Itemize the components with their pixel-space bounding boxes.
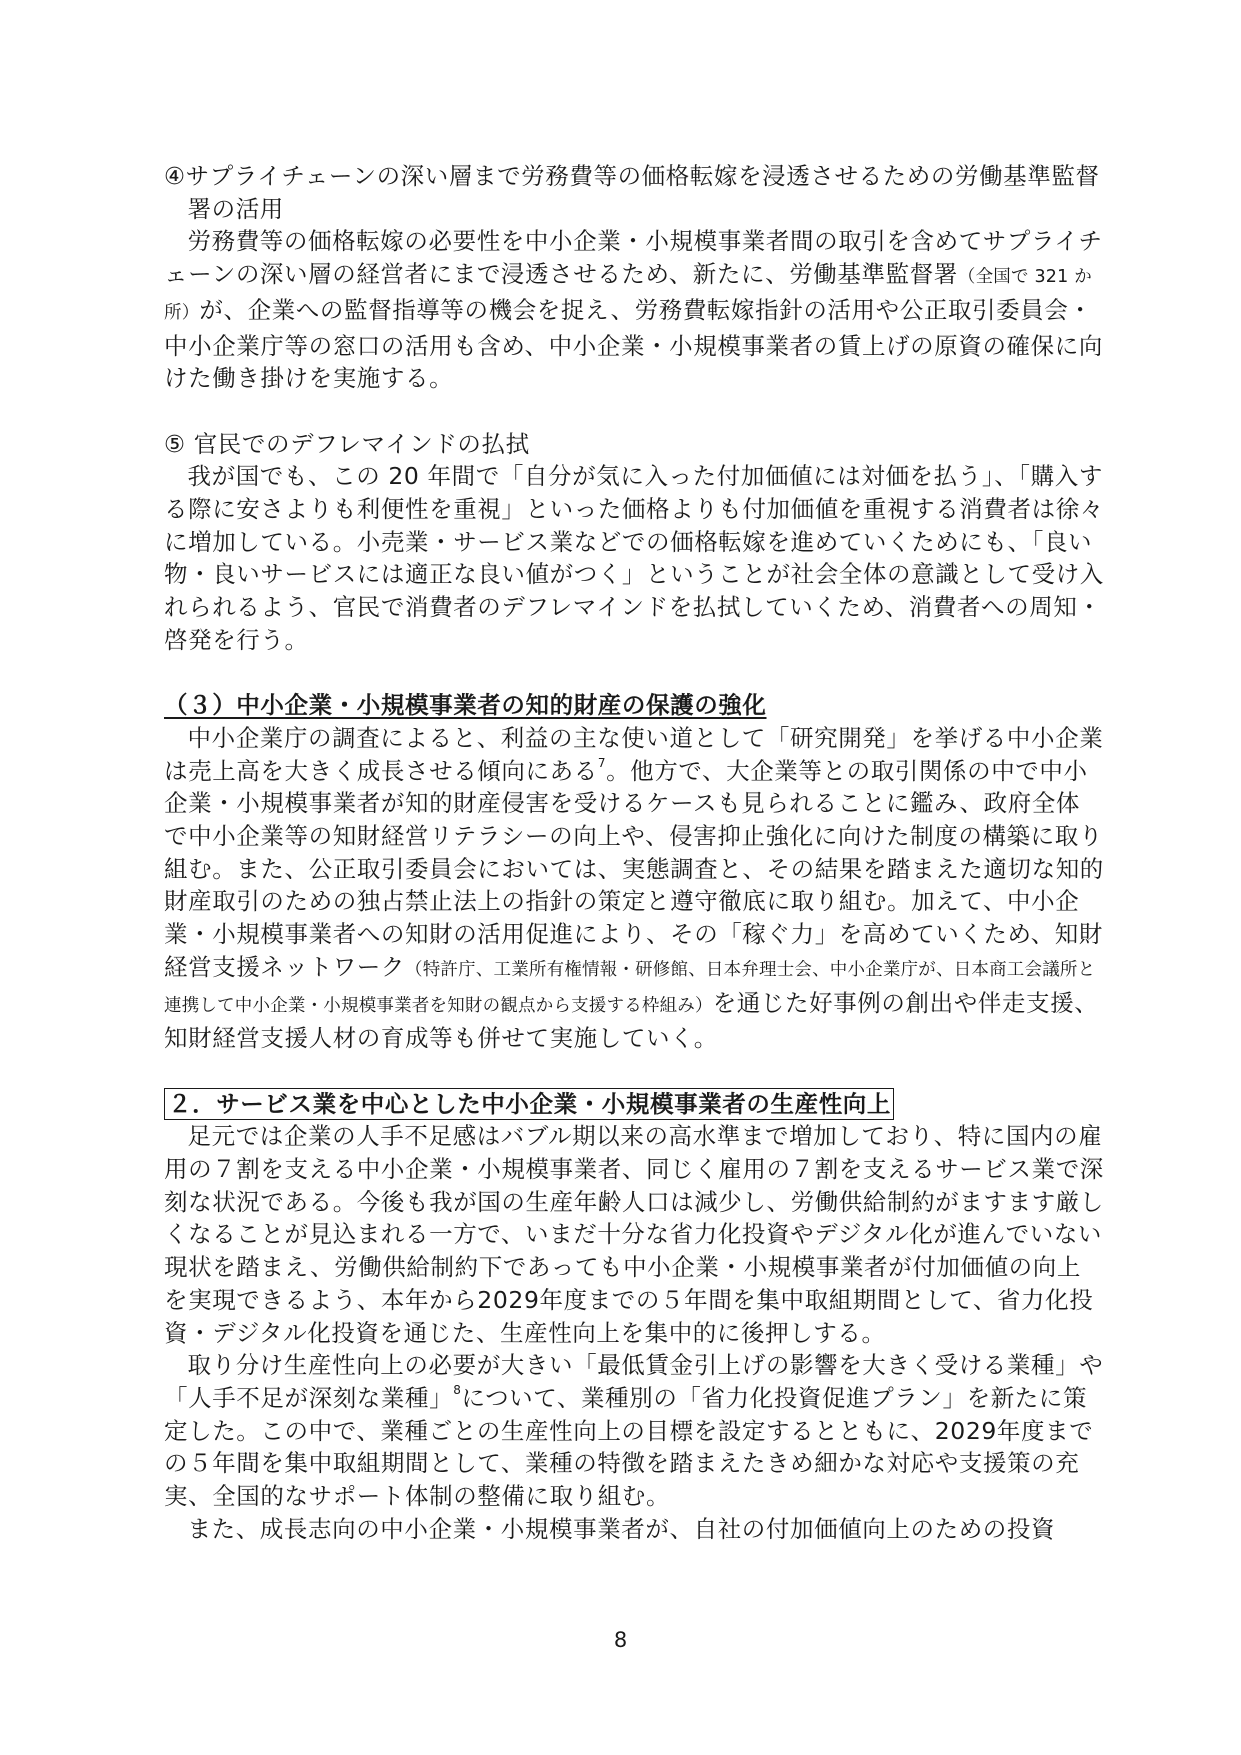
section3-body-b: 。他方で、大企業等との取引関係の中で中小企業・小規模事業者が知的財産侵害を受けるケースも見られることに鑑み、政府全体で中小企業等の知財経営リテラシーの向上や、侵害抑止強化に向けた制度の構築に取り組む。また、公正取引委員会においては、実態調査と、その結果を踏まえた適切な知的財産取引のための独占禁止法上の指針の策定と遵守徹底に取り組む。加えて、中小企業・小規模事業者への知財の活用促進により、その「稼ぐ力」を高めていくため、知財経営支援ネットワーク bbox=[164, 756, 1104, 981]
section2-heading-line bbox=[164, 1088, 1104, 1121]
page-number: 8 bbox=[613, 1628, 628, 1652]
section2-para3: また、成長志向の中小企業・小規模事業者が、自社の付加価値向上のための投資 bbox=[187, 1514, 1056, 1543]
spacer bbox=[164, 395, 1104, 428]
section2-para1: 足元では企業の人手不足感はバブル期以来の高水準まで増加しており、特に国内の雇用の７割を支える中小企業・小規模事業者、同じく雇用の７割を支えるサービス業で深刻な状況である。今後も我が国の生産年齢人口は減少し、労働供給制約がますます厳しくなることが見込まれる一方で、いまだ十分な省力化投資やデジタル化が進んでいない現状を踏まえ、労働供給制約下であっても中小企業・小規模事業者が付加価値の向上を実現できるよう、本年から2029年度までの５年間を集中取組期間として、省力化投資・デジタル化投資を通じた、生産性向上を集中的に後押しする。 bbox=[164, 1122, 1104, 1347]
section3-body-a: 中小企業庁の調査によると、利益の主な使い道として「研究開発」を挙げる中小企業は売上高を大きく成長させる傾向にある bbox=[164, 723, 1104, 785]
section4-heading: ④サプライチェーンの深い層まで労務費等の価格転嫁を浸透させるための労働基準監督署の活用 bbox=[164, 162, 1100, 223]
footnote-ref-7[interactable]: 7 bbox=[597, 755, 607, 770]
section3-heading: （３）中小企業・小規模事業者の知的財産の保護の強化 bbox=[164, 691, 767, 720]
section4-body-b: が、企業への監督指導等の機会を捉え、労務費転嫁指針の活用や公正取引委員会・中小企業庁等の窓口の活用も含め、中小企業・小規模事業者の賃上げの原資の確保に向けた働き掛けを実施する。 bbox=[164, 295, 1103, 393]
section2-para2-b: について、業種別の「省力化投資促進プラン」を新たに策定した。この中で、業種ごとの生産性向上の目標を設定するとともに、2029年度までの５年間を集中取組期間として、業種の特徴を踏まえたきめ細かな対応や支援策の充実、全国的なサポート体制の整備に取り組む。 bbox=[164, 1383, 1094, 1511]
section4-body-note: （全国で 321 か所） bbox=[164, 267, 1092, 323]
section2-para2-a: 取り分け生産性向上の必要が大きい「最低賃金引上げの影響を大きく受ける業種」や「人手不足が深刻な業種」 bbox=[164, 1351, 1104, 1412]
section3-body-note: （特許庁、工業所有権情報・研修館、日本弁理士会、中小企業庁が、日本商工会議所と連携して中小企業・小規模事業者を知財の観点から支援する枠組み） bbox=[164, 959, 1096, 1016]
page-content bbox=[164, 160, 1104, 1545]
spacer bbox=[164, 657, 1104, 690]
section4-body-a: 労務費等の価格転嫁の必要性を中小企業・小規模事業者間の取引を含めてサプライチェーンの深い層の経営者にまで浸透させるため、新たに、労働基準監督署 bbox=[164, 227, 1103, 289]
spacer bbox=[164, 1055, 1104, 1088]
section3-body-c: を通じた好事例の創出や伴走支援、知財経営支援人材の育成等も併せて実施していく。 bbox=[164, 988, 1099, 1053]
section4-body bbox=[164, 225, 1104, 395]
section3-body bbox=[164, 722, 1104, 1055]
section5-body: 我が国でも、この 20 年間で「自分が気に入った付加価値には対価を払う」、「購入する際に安さよりも利便性を重視」といった価格よりも付加価値を重視する消費者は徐々に増加している。小売業・サービス業などでの価格転嫁を進めていくためにも、「良い物・良いサービスには適正な良い値がつく」ということが社会全体の意識として受け入れられるよう、官民で消費者のデフレマインドを払拭していくため、消費者への周知・啓発を行う。 bbox=[164, 462, 1104, 654]
section2-para2 bbox=[164, 1349, 1104, 1513]
section5-heading: ⑤ 官民でのデフレマインドの払拭 bbox=[164, 429, 530, 458]
footnote-ref-8[interactable]: 8 bbox=[453, 1382, 462, 1397]
section2-heading: ２．サービス業を中心とした中小企業・小規模事業者の生産性向上 bbox=[164, 1088, 894, 1120]
